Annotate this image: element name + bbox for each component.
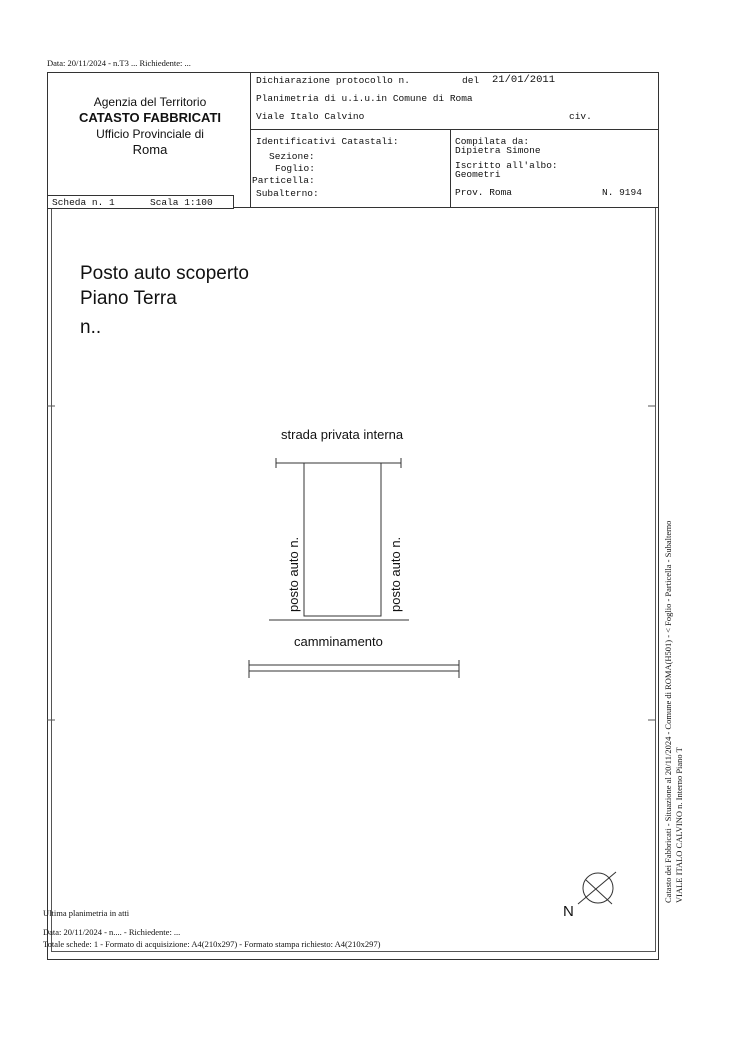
particella-label: Particella: (252, 175, 315, 186)
agency-office: Ufficio Provinciale di (96, 127, 204, 141)
bottom-totals-stamp: Totale schede: 1 - Formato di acquisizione: A4(210x297) - Formato stampa richiesto: A4(210x297) (43, 939, 381, 949)
agency-city: Roma (132, 142, 168, 157)
bottom-date-stamp: Data: 20/11/2024 - n.... - Richiedente: ... (43, 927, 181, 937)
plan-title-line2: Piano Terra (80, 288, 177, 309)
civ-label: civ. (569, 111, 592, 122)
north-label: N (563, 903, 574, 920)
catasto-title: CATASTO FABBRICATI (78, 110, 222, 125)
identificativi-label: Identificativi Catastali: (256, 136, 399, 147)
side-text-line1: Catasto dei Fabbricati - Situazione al 20/11/2024 - Comune di ROMA(H501) - < Foglio - Particella - Subalterno (663, 520, 673, 903)
parking-label-right: posto auto n. (388, 536, 403, 612)
albo-value: Geometri (455, 169, 501, 180)
protocol-date-label: del (462, 75, 480, 86)
street-name: Viale Italo Calvino (256, 111, 365, 122)
protocol-label: Dichiarazione protocollo n. (256, 75, 410, 86)
compilata-label: Compilata da: (455, 136, 530, 147)
sezione-label: Sezione: (269, 151, 315, 162)
parking-label-left: posto auto n. (286, 536, 301, 612)
parking-space-outline (304, 463, 381, 616)
iscritto-label: Iscritto all'albo: (455, 160, 558, 171)
side-text-line2: VIALE ITALO CALVINO n. Interno Piano T (674, 747, 684, 903)
subalterno-label: Subalterno: (256, 188, 319, 199)
agency-name: Agenzia del Territorio (93, 95, 207, 109)
scheda-label: Scheda n. 1 (52, 197, 115, 208)
protocol-date: 21/01/2011 (492, 74, 556, 86)
compilatore-name: Dipietra Simone (455, 145, 541, 156)
plan-line: Planimetria di u.i.u.in Comune di Roma (256, 93, 473, 104)
last-plan-stamp: Ultima planimetria in atti (43, 908, 130, 918)
scala-label: Scala 1:100 (150, 197, 213, 208)
north-circle (583, 873, 613, 903)
plan-title-line3: n.. (80, 317, 102, 338)
plan-title-line1: Posto auto scoperto (80, 263, 249, 284)
prov-label: Prov. Roma (455, 187, 513, 198)
top-stamp: Data: 20/11/2024 - n.T3 ... Richiedente: ... (47, 58, 191, 68)
strada-label: strada privata interna (281, 427, 404, 442)
foglio-label: Foglio: (275, 163, 315, 174)
register-number: N. 9194 (602, 187, 642, 198)
walkway-label: camminamento (294, 634, 383, 649)
north-arrow-line (578, 872, 616, 904)
